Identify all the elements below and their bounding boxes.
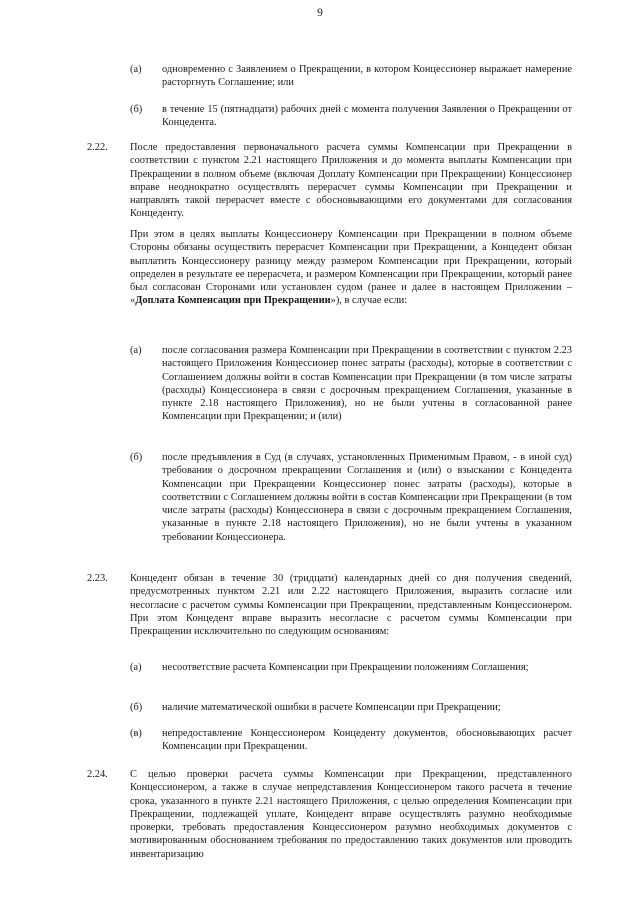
list-item-text: в течение 15 (пятнадцати) рабочих дней с момента получения Заявления о Прекращении от Концедента. [162, 104, 572, 129]
list-item-text: одновременно с Заявлением о Прекращении, в котором Концессионер выражает намерение расторгнуть Соглашение; или [162, 64, 572, 89]
clause-2-22-paragraph-1: После предоставления первоначального расчета суммы Компенсации при Прекращении в соответствии с пунктом 2.21 настоящего Приложения и до момента выплаты Компенсации при Прекращении в полном объеме (включая Доплату Компенсации при Прекращении) Концессионер вправе неоднократно осуществлять перерасчет суммы Компенсации при Прекращении и направлять такой перерасчет вместе с обосновывающими его документами для согласования Концеденту. [130, 142, 572, 220]
list-item-label: (б) [130, 104, 143, 115]
list-item-label: (б) [130, 702, 143, 713]
list-item-label: (б) [130, 452, 143, 463]
list-item-label: (а) [130, 345, 142, 356]
list-item-text: наличие математической ошибки в расчете Компенсации при Прекращении; [162, 702, 501, 713]
clause-number: 2.24. [87, 769, 108, 780]
list-item-text: после согласования размера Компенсации при Прекращении в соответствии с пунктом 2.23 настоящего Приложения Концессионер понес затраты (расходы), которые в соответствии с Соглашением должны войти в состав Компенсации при Прекращении (в том числе затраты (расходы) Концессионера в связи с досрочным прекращением Соглашения, указанные в пункте 2.18 настоящего Приложения), но не были учтены в согласованной ранее Компенсации при Прекращении; и (или) [162, 345, 572, 423]
clause-2-22-paragraph-2 [130, 228, 572, 308]
clause-number: 2.23. [87, 573, 108, 584]
list-item-text: несоответствие расчета Компенсации при Прекращении положениям Соглашения; [162, 662, 529, 673]
clause-2-23-paragraph: Концедент обязан в течение 30 (тридцати) календарных дней со дня получения сведений, предусмотренных пунктом 2.21 или 2.22 настоящего Приложения, выразить согласие или несогласие с расчетом суммы Компенсации при Прекращении, представленным Концессионером. При этом Концедент вправе выразить несогласие с расчетом суммы Компенсации при Прекращении исключительно по следующим основаниям: [130, 573, 572, 638]
clause-number: 2.22. [87, 142, 108, 153]
list-item-text: после предъявления в Суд (в случаях, установленных Применимым Правом, - в иной суд) требования о досрочном прекращении Соглашения и (или) о взыскании с Концедента Компенсации при Прекращении Концессионер понес затраты (расходы), которые в соответствии с Соглашением должны войти в состав Компенсации при Прекращении (в том числе затраты (расходы) Концессионера в связи с досрочным прекращением Соглашения, указанные в пункте 2.18 настоящего Приложения), но не были учтены в указанном требовании Концессионера. [162, 452, 572, 543]
paragraph-text: При этом в целях выплаты Концессионеру Компенсации при Прекращении в полном объеме Стороны обязаны осуществить перерасчет Компенсации при Прекращении, а Концедент обязан выплатить Концессионеру разницу между размером Компенсации при Прекращении, который определен в результате ее перерасчета, и размером Компенсации при Прекращении, который ранее был согласован Сторонами или установлен судом (ранее и далее в настоящем Приложении – « [130, 229, 572, 307]
paragraph-text: »), в случае если: [330, 295, 408, 307]
defined-term: Доплата Компенсации при Прекращении [135, 295, 331, 307]
list-item-label: (а) [130, 64, 142, 75]
list-item-text: непредоставление Концессионером Концеденту документов, обосновывающих расчет Компенсации при Прекращении. [162, 728, 572, 753]
list-item-label: (в) [130, 728, 142, 739]
page-number: 9 [317, 7, 323, 19]
clause-2-24-paragraph: С целью проверки расчета суммы Компенсации при Прекращении, представленного Концессионером, а также в случае непредставления Концессионером такого расчета в течение срока, указанного в пункте 2.21 настоящего Приложения, с целью определения Компенсации при Прекращении, подлежащей уплате, Концедент вправе осуществлять разумно необходимые проверки, требовать предоставления Концессионером разумно необходимых документов с мотивированным обоснованием требования по предоставлению таких документов или проводить инвентаризацию [130, 769, 572, 860]
list-item-label: (а) [130, 662, 142, 673]
